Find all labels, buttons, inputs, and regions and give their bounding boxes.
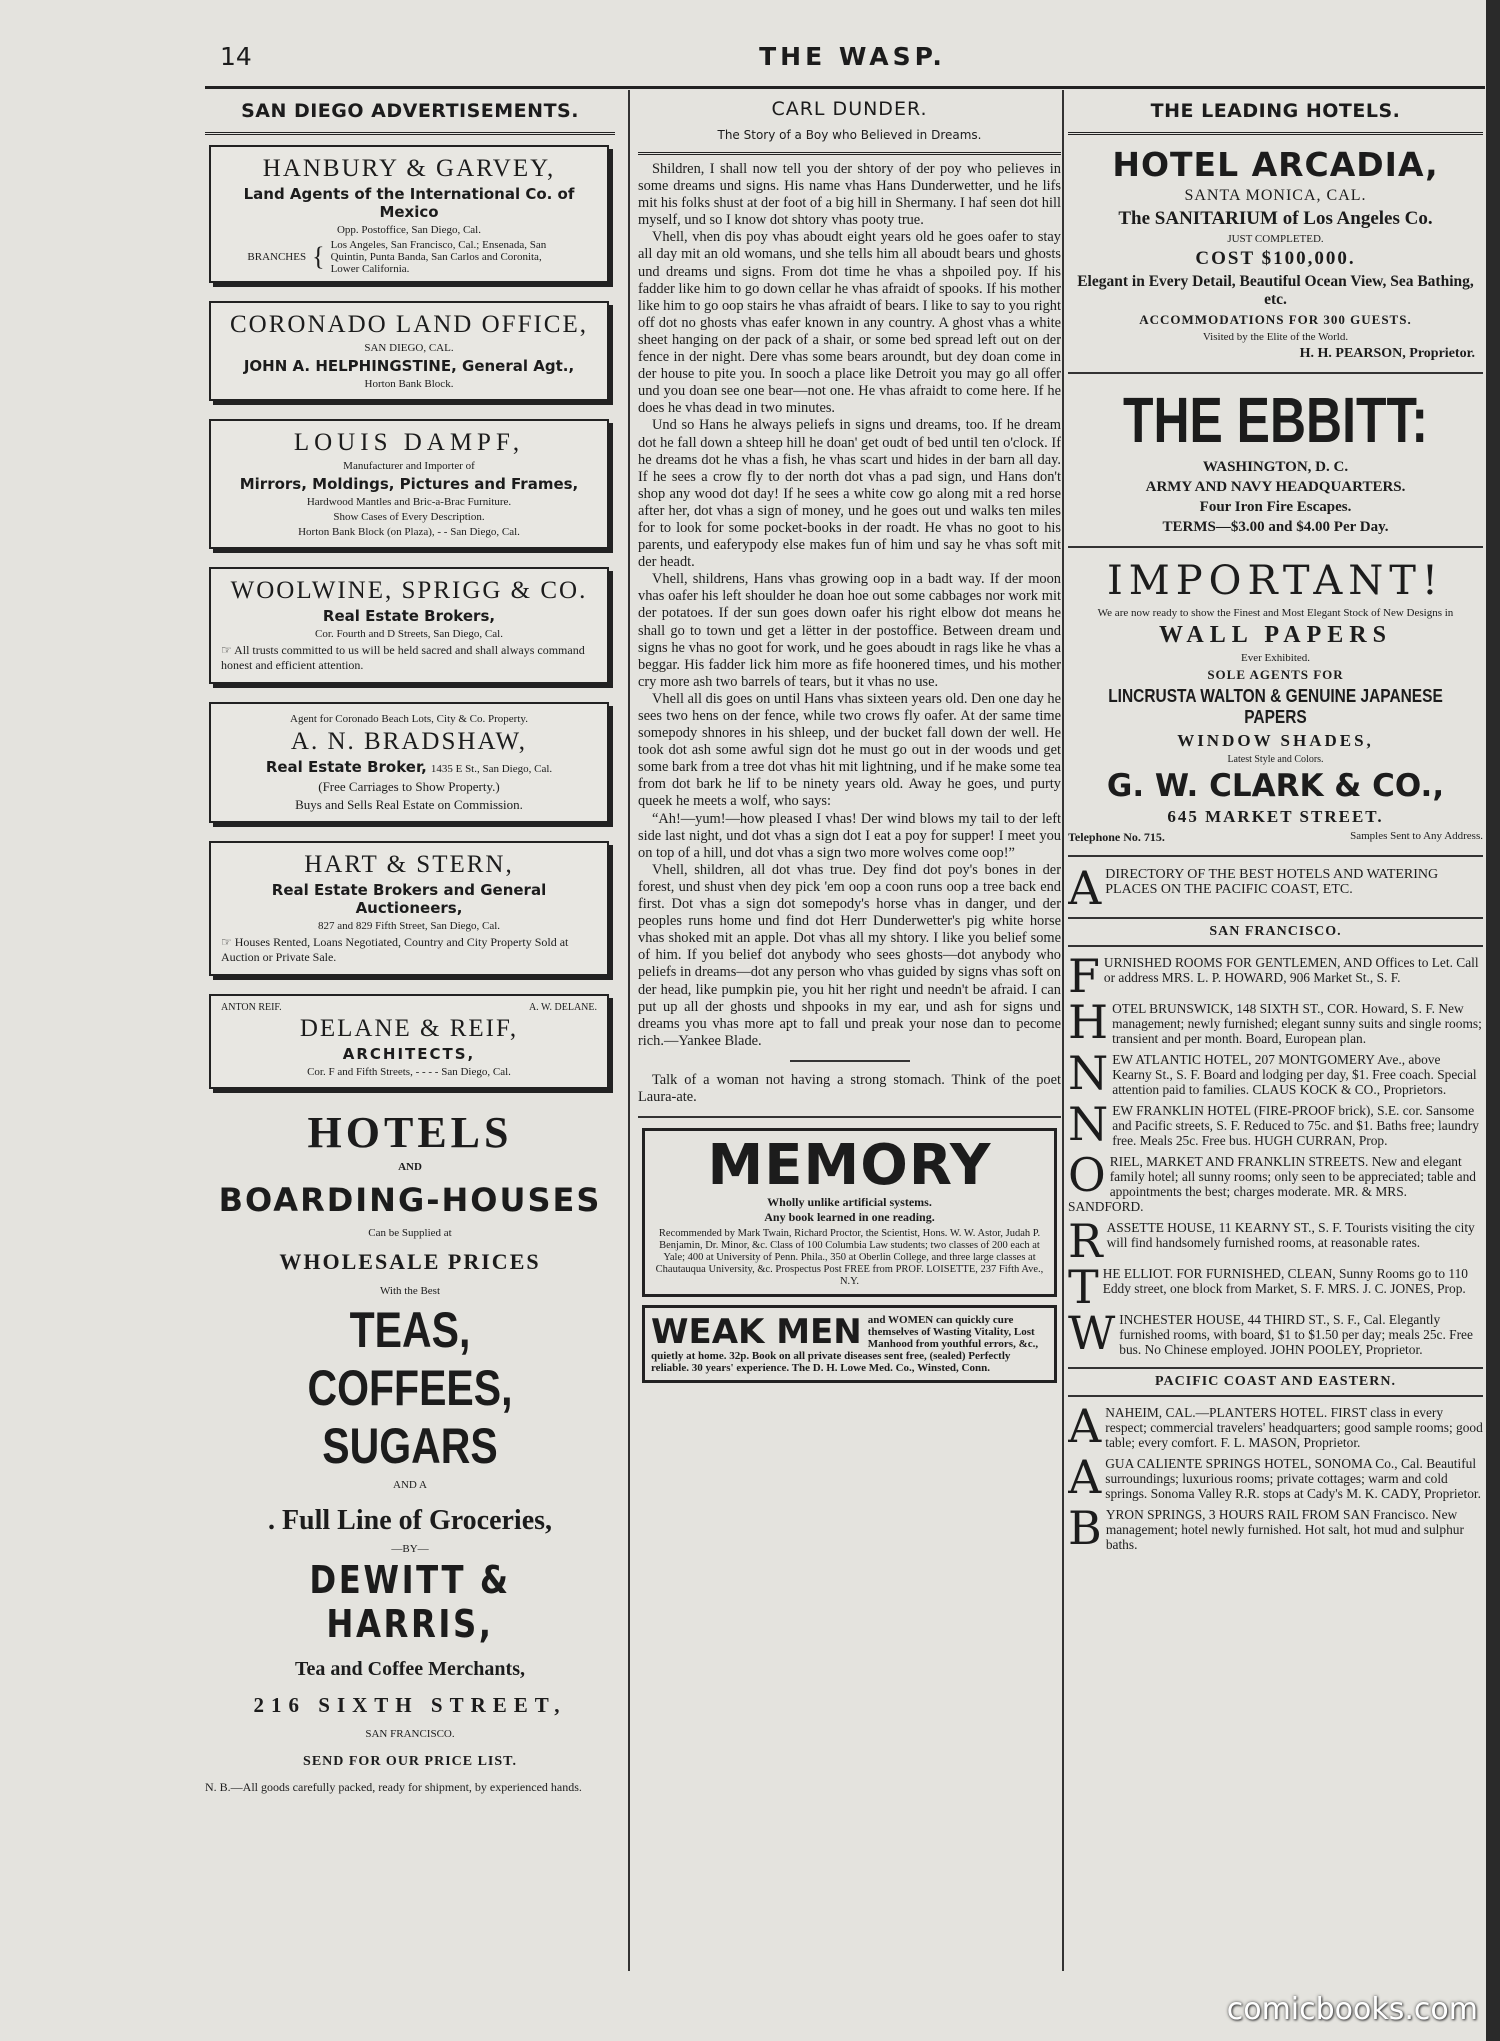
ad-address: Horton Bank Block (on Plaza), - - San Diego, Cal. <box>298 526 520 538</box>
clark-line: Latest Style and Colors. <box>1227 754 1324 765</box>
directory-entry <box>1068 1154 1483 1214</box>
directory-entry-text: EW ATLANTIC HOTEL, 207 MONTGOMERY Ave., above Kearny St., S. F. Board and lodging per day, $1. Free coach. Special attention paid to families. CLAUS KOCK & CO., Proprietors. <box>1112 1052 1477 1097</box>
ad-subtitle: Mirrors, Moldings, Pictures and Frames, <box>239 475 579 493</box>
directory-pc-list <box>1068 1405 1483 1552</box>
directory-entry-text: GUA CALIENTE SPRINGS HOTEL, SONOMA Co., Cal. Beautiful surroundings; luxurious rooms; private cottages; warm and cold springs. Sonoma Valley R.R. stops at Cady's M. K. CADY, Proprietor. <box>1105 1456 1481 1501</box>
story-title: CARL DUNDER. <box>771 98 928 120</box>
drop-cap: F <box>1068 955 1100 995</box>
directory-entry-text: ASSETTE HOUSE, 11 KEARNY ST., S. F. Tourists visiting the city will find handsomely furnished rooms, at reasonable rates. <box>1106 1220 1475 1250</box>
grocer-line: AND <box>398 1161 422 1173</box>
joke-paragraph: Talk of a woman not having a strong stomach. Think of the poet Laura-ate. <box>638 1071 1061 1105</box>
grocer-address: 216 SIXTH STREET, <box>253 1693 567 1717</box>
ad-coronado-land-office <box>209 301 609 401</box>
ad-address: Opp. Postoffice, San Diego, Cal. <box>336 224 481 236</box>
grocer-line: Can be Supplied at <box>368 1227 452 1239</box>
drop-cap: T <box>1068 1266 1099 1306</box>
ad-address: 827 and 829 Fifth Street, San Diego, Cal. <box>317 920 501 932</box>
hotel-cost: COST $100,000. <box>1195 248 1356 269</box>
ad-delane-reif <box>209 994 609 1089</box>
ad-address: Horton Bank Block. <box>364 378 454 390</box>
ad-firm-name: LOUIS DAMPF, <box>293 429 525 456</box>
ad-weak-men <box>642 1305 1057 1383</box>
clark-footer <box>1068 830 1483 845</box>
grocer-line: With the Best <box>379 1285 441 1297</box>
column-divider <box>1062 90 1064 1971</box>
clark-lincrusta: LINCRUSTA WALTON & GENUINE JAPANESE PAPERS <box>1108 686 1443 727</box>
drop-cap: A <box>1068 1405 1102 1450</box>
double-rule <box>1068 132 1483 135</box>
hotel-description: Elegant in Every Detail, Beautiful Ocean View, Sea Bathing, etc. <box>1077 273 1474 308</box>
hotel-escapes: Four Iron Fire Escapes. <box>1199 499 1352 515</box>
drop-cap: A <box>1068 1456 1102 1501</box>
clark-firm: G. W. CLARK & CO., <box>1106 768 1445 804</box>
partner-right: A. W. DELANE. <box>528 1002 597 1013</box>
ad-partners <box>221 1002 597 1013</box>
ad-firm-name: A. N. BRADSHAW, <box>290 728 528 755</box>
ad-note: ☞ Houses Rented, Loans Negotiated, Country and City Property Sold at Auction or Private Sale. <box>221 935 569 964</box>
ad-firm-name: HART & STERN, <box>304 851 514 878</box>
grocer-headline: . Full Line of Groceries, <box>267 1505 553 1536</box>
clark-telephone: Telephone No. 715. <box>1068 830 1165 844</box>
directory-section-heading: SAN FRANCISCO. <box>1068 917 1483 947</box>
directory-entry-text: YRON SPRINGS, 3 HOURS RAIL FROM SAN Francisco. New management; hotel newly furnished. Hot salt, hot mud and sulphur baths. <box>1105 1507 1464 1552</box>
directory-sf-list <box>1068 955 1483 1357</box>
ad-subtitle: Real Estate Broker, <box>265 758 427 776</box>
column-story <box>638 92 1061 1391</box>
ad-firm-name: WOOLWINE, SPRIGG & CO. <box>230 577 588 604</box>
grocer-headline: WHOLESALE PRICES <box>279 1249 541 1274</box>
rule <box>1068 546 1483 548</box>
hotel-accommodations: ACCOMMODATIONS FOR 300 GUESTS. <box>1139 312 1412 327</box>
ad-hart-stern <box>209 841 609 976</box>
ad-branches <box>221 239 597 275</box>
branches-label: BRANCHES <box>247 251 307 263</box>
page-title: THE WASP. <box>759 42 946 71</box>
directory-entry <box>1068 1405 1483 1450</box>
ad-firm-name: DELANE & REIF, <box>299 1015 519 1042</box>
clark-wall-papers: WALL PAPERS <box>1159 622 1392 648</box>
hotel-name: THE EBBITT: <box>1122 384 1429 456</box>
ad-city: SAN DIEGO, CAL. <box>364 342 454 354</box>
ad-ebbitt <box>1068 384 1483 536</box>
memory-title: MEMORY <box>707 1133 992 1199</box>
ad-gw-clark <box>1068 558 1483 845</box>
ad-line: Manufacturer and Importer of <box>343 460 475 472</box>
grocer-firm: DEWITT & HARRIS, <box>309 1558 511 1646</box>
directory-entry-text: NAHEIM, CAL.—PLANTERS HOTEL. FIRST class in every respect; commercial travelers' headquarters; good sample rooms; good table; every comfort. F. L. MASON, Proprietor. <box>1105 1405 1483 1450</box>
grocer-line: Tea and Coffee Merchants, <box>295 1658 525 1680</box>
hotel-directory <box>1068 867 1483 1552</box>
clark-street: 645 MARKET STREET. <box>1167 807 1384 826</box>
clark-headline: IMPORTANT! <box>1106 558 1444 604</box>
column-leading-hotels <box>1068 92 1483 1558</box>
directory-title <box>1068 867 1483 907</box>
directory-entry-text: OTEL BRUNSWICK, 148 SIXTH ST., COR. Howard, S. F. New management; newly furnished; elegant sunny suits and single rooms; transient and per month. Board, European plan. <box>1112 1001 1482 1046</box>
ad-woolwine-sprigg <box>209 567 609 684</box>
ad-top-line: Agent for Coronado Beach Lots, City & Co. Property. <box>290 713 528 725</box>
drop-cap: R <box>1068 1220 1103 1260</box>
directory-entry <box>1068 1266 1483 1306</box>
ad-firm-name: CORONADO LAND OFFICE, <box>230 311 588 338</box>
clark-intro: We are now ready to show the Finest and Most Elegant Stock of New Designs in <box>1097 607 1454 619</box>
drop-cap: W <box>1068 1312 1116 1357</box>
directory-section-heading: PACIFIC COAST AND EASTERN. <box>1068 1367 1483 1397</box>
ad-subtitle: ARCHITECTS, <box>342 1045 476 1063</box>
hotel-sanitarium: The SANITARIUM of Los Angeles Co. <box>1118 208 1433 229</box>
rule <box>638 1116 1061 1118</box>
hotel-completed: JUST COMPLETED. <box>1227 233 1324 245</box>
column-heading: THE LEADING HOTELS. <box>1150 100 1401 122</box>
brace-icon: { <box>312 242 325 271</box>
ad-address: 1435 E St., San Diego, Cal. <box>430 763 553 775</box>
ad-note: ☞ All trusts committed to us will be held sacred and shall always command honest and efficient attention. <box>221 643 585 672</box>
grocer-line: AND A <box>393 1479 427 1491</box>
directory-entry-text: RIEL, MARKET AND FRANKLIN STREETS. New and elegant family hotel; all sunny rooms; only seen to be appreciated; table and appointments the best; charges moderate. MR. & MRS. SANDFORD. <box>1068 1154 1476 1214</box>
ad-dewitt-harris <box>205 1107 615 1795</box>
clark-line: Ever Exhibited. <box>1240 652 1311 664</box>
weak-body: and WOMEN can quickly cure themselves of Wasting Vitality, Lost Manhood from youthful errors, &c., quietly at home. 32p. Book on all private diseases sent free, (sealed) Perfectly reliable. 30 years' experience. The D. H. Lowe Med. Co., Winsted, Conn. <box>651 1314 1039 1375</box>
directory-entry <box>1068 1052 1483 1097</box>
ad-bradshaw <box>209 702 609 823</box>
memory-line: Any book learned in one reading. <box>764 1210 935 1225</box>
column-san-diego-ads <box>205 92 615 1798</box>
grocer-headline: BOARDING-HOUSES <box>218 1181 602 1219</box>
drop-cap: O <box>1068 1154 1106 1202</box>
memory-line: Wholly unlike artificial systems. <box>767 1195 932 1210</box>
directory-entry-text: INCHESTER HOUSE, 44 THIRD ST., S. F., Cal. Elegantly furnished rooms, with board, $1 to $1.50 per day; meals 25c. Free bus. No Chinese employed. JOHN POOLEY, Proprietor. <box>1119 1312 1473 1357</box>
grocer-city: SAN FRANCISCO. <box>365 1728 455 1740</box>
watermark: comicbooks.com <box>1226 1992 1478 2027</box>
directory-entry-text: HE ELLIOT. FOR FURNISHED, CLEAN, Sunny Rooms go to 110 Eddy street, one block from Market, S. F. MRS. J. C. JONES, Prop. <box>1102 1266 1468 1296</box>
hotel-name: HOTEL ARCADIA, <box>1112 145 1439 184</box>
directory-entry <box>1068 955 1483 995</box>
rule <box>1068 372 1483 374</box>
drop-cap: N <box>1068 1103 1109 1148</box>
column-divider <box>628 90 630 1971</box>
rule <box>1068 855 1483 857</box>
ad-subtitle: Land Agents of the International Co. of Mexico <box>243 185 575 221</box>
hotel-terms: TERMS—$3.00 and $4.00 Per Day. <box>1162 519 1389 535</box>
directory-entry <box>1068 1456 1483 1501</box>
story-paragraph: “Ah!—yum!—how pleased I vhas! Der wind blows my tail to der left side last night, und dot vhas a sign dot I eat a poy for supper! I meet you on top of a hill, und dot vhas a sign two more wolves come oop!” <box>638 810 1061 861</box>
directory-entry <box>1068 1103 1483 1148</box>
story-paragraph: Und so Hans he always peliefs in signs und dreams, too. If he dream dot he fall down a shteep hill he doan' get oudt of bed until ten o'clock. If he dreams dot he vhas a fish, he vhas scart und hides in der barn all day. If he sees a crow fly to der north dot vhas a pad sign, und Hans don't shop any wood dot day! If he sees a white cow go along mit a red horse after her, dot vhas a sign of money, und he goes out und walks ten miles for to look for some pocket-books in der roadt. He vhas no goot to his parents, und eaferypody else makes fun of him und say he vhas soft mit der headt. <box>638 417 1061 571</box>
memory-body: Recommended by Mark Twain, Richard Proctor, the Scientist, Hons. W. W. Astor, Judah P. Benjamin, Dr. Minor, &c. Class of 100 Columbia Law students; two classes of 200 each at Yale; 400 at University of Penn. Phila., 350 at Oberlin College, and three large classes at Chautauqua University, &c. Prospectus Post FREE from PROF. LOISETTE, 237 Fifth Ave., N.Y. <box>655 1228 1044 1288</box>
header-rule <box>205 86 1485 89</box>
ad-subtitle: JOHN A. HELPHINGSTINE, General Agt., <box>243 357 575 375</box>
weak-title: WEAK MEN <box>651 1312 862 1353</box>
directory-title-text: DIRECTORY OF THE BEST HOTELS AND WATERING PLACES ON THE PACIFIC COAST, ETC. <box>1105 867 1439 897</box>
drop-cap: N <box>1068 1052 1109 1097</box>
hotel-place: SANTA MONICA, CAL. <box>1184 187 1367 204</box>
hotel-hq: ARMY AND NAVY HEADQUARTERS. <box>1145 479 1406 495</box>
directory-entry-text: EW FRANKLIN HOTEL (FIRE-PROOF brick), S.E. cor. Sansome and Pacific streets, S. F. Reduced to 75c. and $1. Baths free; laundry free. Meals 25c. Free bus. HUGH CURRAN, Prop. <box>1112 1103 1479 1148</box>
story-subtitle: The Story of a Boy who Believed in Dreams. <box>717 128 982 142</box>
branches-list: Los Angeles, San Francisco, Cal.; Ensenada, San Quintin, Punta Banda, San Carlos and Coronita, Lower California. <box>330 239 547 275</box>
story-paragraph: Vhell all dis goes on until Hans vhas sixteen years old. Den one day he sees two hens on der fence, while two crows fly oafer. At der same time somepody shnores in his shleep, und der bucket fall down der well. He took dot ash some awful sign dot he must go out in der woods und get some bark from a tree dot vhas hit mit lightning, und if he make some tea from dot bark he lif to be ninety years old. Away he goes, und purty queek he meets a wolf, who says: <box>638 690 1061 810</box>
ad-firm-name: HANBURY & GARVEY, <box>262 155 556 182</box>
directory-entry <box>1068 1220 1483 1260</box>
story-paragraph: Vhell, vhen dis poy vhas aboudt eight years old he goes oafer to stay all day mit an old womans, und she tells him all aboudt bears und ghosts und dreams und signs. From dot time he vhas a shpoiled poy. If his fadder like him to go down cellar he vhas afraidt of spooks. If his mother like him to go oop stairs he vhas afraidt of bears. I like to say to you right off dot no ghosts vhas eafer known in any country. A ghost vhas a white sheet hanging on der pack of a shair, or some bed spread left out on der fence in der night. Dere vhas some bears aroundt, but dey doan come in der house to pite you. In sooch a place like Detroit you may go all offer und you doan see one bear—not one. He vhas afraidt to come here. If he does he vhas dead in two minutes. <box>638 229 1061 417</box>
partner-left: ANTON REIF. <box>221 1002 282 1013</box>
directory-entry <box>1068 1507 1483 1552</box>
short-rule <box>790 1060 910 1062</box>
ad-address: Cor. F and Fifth Streets, - - - - San Diego, Cal. <box>307 1066 511 1078</box>
double-rule <box>638 152 1061 155</box>
page-header <box>220 42 1485 72</box>
ad-line: Hardwood Mantles and Bric-a-Brac Furniture. <box>306 496 512 508</box>
drop-cap: A <box>1068 867 1102 907</box>
ad-hotel-arcadia <box>1068 145 1483 362</box>
ad-broker-line <box>221 758 597 777</box>
column-heading: SAN DIEGO ADVERTISEMENTS. <box>241 100 579 122</box>
directory-entry <box>1068 1312 1483 1357</box>
clark-samples: Samples Sent to Any Address. <box>1350 830 1483 842</box>
story-paragraph: Vhell, shildren, all dot vhas true. Dey find dot poy's bones in der forest, und shust vhen dey pick 'em oop a coon runs oop a tree back end first. Dot vhas a sign dot somepody's horse vhas in danger, und der peoples runs home und find dot Herr Dunderwetter's pig white horse vhas shoked mit an apple. Dot vhas all my shtory. I like you belief some of him. If you belief dot anybody who sees ghosts—dot anybody who peliefs in dreams—dot any person who vhas guided by signs vhas soft on der head, like pumpkin pie, you hit her right und needn't be afraid. I can put up all der ghosts und shpooks in my ear, und ash for signs und dreams you vhas more apt to fall und preak your nose dan to pecome rich.—Yankee Blade. <box>638 861 1061 1049</box>
hotel-proprietor: H. H. PEARSON, Proprietor. <box>1299 346 1475 361</box>
ad-address: Cor. Fourth and D Streets, San Diego, Cal. <box>315 628 503 640</box>
hotel-place: WASHINGTON, D. C. <box>1202 459 1349 475</box>
hotel-visited: Visited by the Elite of the World. <box>1202 331 1349 343</box>
grocer-note: N. B.—All goods carefully packed, ready for shipment, by experienced hands. <box>205 1780 582 1794</box>
story-paragraph: Vhell, shildrens, Hans vhas growing oop in a badt way. If der moon vhas oafer his left shoulder he doan hoe out some cabbages nor work mit der potatoes. If der sun goes down oafer his right elbow dot means he shall go to town und get a lëtter in der postoffice. Between dream und signs he vhas no goot for work, und he goes aboudt in rags like he vhas a beggar. His fadder lick him more as fife hoonered times, und his mother cry more ash two barrels of tears, but it vhas no use. <box>638 571 1061 690</box>
ad-subtitle: Real Estate Brokers and General Auctioneers, <box>271 881 547 917</box>
grocer-cta: SEND FOR OUR PRICE LIST. <box>303 1754 517 1769</box>
grocer-headline: HOTELS <box>307 1108 513 1157</box>
story-paragraph: Shildren, I shall now tell you der shtory of der poy who pelieves in some dreams und signs. His name vhas Hans Dunderwetter, und he lifs mit his folks shust at der foot of a big hill in Shermany. I haf seen dot hill myself, und so I know dot shtory vhas pooty true. <box>638 161 1061 229</box>
drop-cap: H <box>1068 1001 1109 1046</box>
page-edge <box>1486 0 1500 2041</box>
ad-line: Buys and Sells Real Estate on Commission. <box>295 797 523 812</box>
grocer-headline: TEAS, COFFEES, SUGARS <box>307 1302 513 1474</box>
double-rule <box>205 132 615 135</box>
ad-hanbury-garvey <box>209 145 609 283</box>
ad-line: (Free Carriages to Show Property.) <box>318 779 500 794</box>
clark-line: SOLE AGENTS FOR <box>1207 667 1344 682</box>
ad-memory <box>642 1128 1057 1297</box>
ad-line: Show Cases of Every Description. <box>333 511 485 523</box>
ad-subtitle: Real Estate Brokers, <box>322 607 496 625</box>
ad-louis-dampf <box>209 419 609 549</box>
grocer-line: —BY— <box>391 1543 429 1555</box>
page-number: 14 <box>220 42 252 71</box>
directory-entry <box>1068 1001 1483 1046</box>
drop-cap: B <box>1068 1507 1102 1552</box>
clark-shades: WINDOW SHADES, <box>1177 731 1374 750</box>
directory-entry-text: URNISHED ROOMS FOR GENTLEMEN, AND Offices to Let. Call or address MRS. L. P. HOWARD, 906 Market St., S. F. <box>1103 955 1479 985</box>
